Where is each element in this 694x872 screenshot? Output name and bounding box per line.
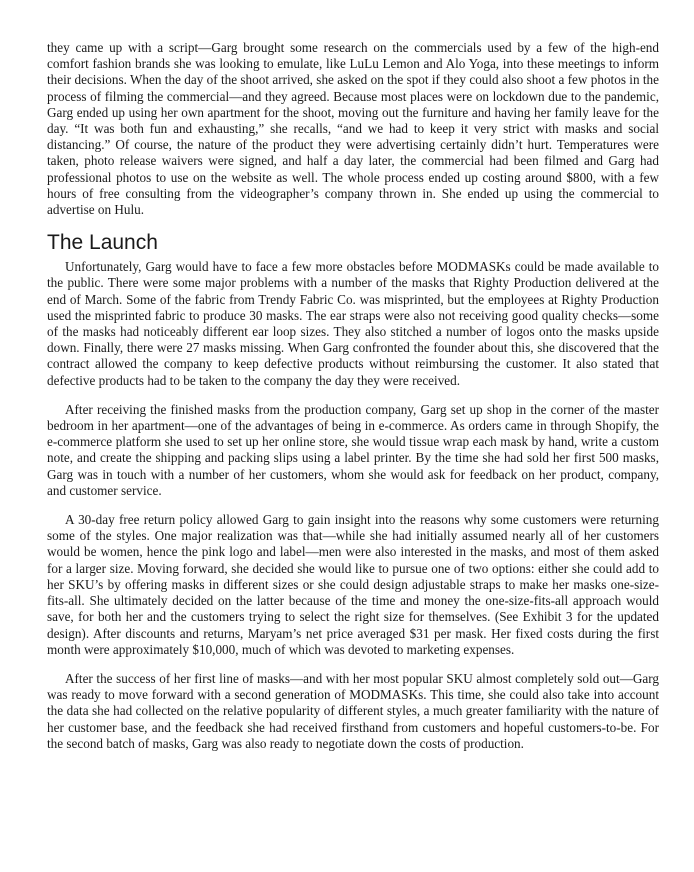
paragraph-setup-shop: After receiving the finished masks from the production company, Garg set up shop in the corner of the master bedroom in her apartment—one of the advantages of being in e-commerce. As orders came in through Shopify, the e-commerce platform she used to set up her online store, she would tissue wrap each mask by hand, write a custom note, and create the shipping and packing slips using a label printer. By the time she had sold her first 500 masks, Garg was in touch with a number of her customers, whom she would ask for feedback on her product, company, and customer service. <box>47 401 659 498</box>
paragraph-intro: they came up with a script—Garg brought some research on the commercials used by a few of the high-end comfort fashion brands she was looking to emulate, like LuLu Lemon and Alo Yoga, into these meetings to inform their decisions. When the day of the shoot arrived, she asked on the spot if they could also shoot a few photos in the process of filming the commercial—and they agreed. Because most places were on lockdown due to the pandemic, Garg ended up using her own apartment for the shoot, moving out the furniture and having her family leave for the day. “It was both fun and exhausting,” she recalls, “and we had to keep it very strict with masks and social distancing.” Of course, the nature of the product they were advertising certainly didn’t hurt. Temperatures were taken, photo release waivers were signed, and half a day later, the commercial had been filmed and Garg had professional photos to use on the website as well. The whole process ended up costing around $800, with a few hours of free consulting from the videographer’s company thrown in. She ended up using the commercial to advertise on Hulu. <box>47 40 659 218</box>
document-page <box>47 40 659 752</box>
paragraph-return-policy: A 30-day free return policy allowed Garg to gain insight into the reasons why some customers were returning some of the styles. One major realization was that—while she had initially assumed nearly all of her customers would be women, hence the pink logo and label—men were also interested in the masks, and most of them asked for a larger size. Moving forward, she decided she would like to pursue one of two options: either she could add to her SKU’s by offering masks in different sizes or she could design adjustable straps to make her masks one-size-fits-all. She ultimately decided on the latter because of the time and money the one-size-fits-all approach would save, for both her and the customers trying to select the right size for themselves. (See Exhibit 3 for the updated design). After discounts and returns, Maryam’s net price averaged $31 per mask. Her fixed costs during the first month were approximately $10,000, much of which was devoted to marketing expenses. <box>47 512 659 657</box>
section-heading-the-launch: The Launch <box>47 231 158 255</box>
paragraph-second-generation: After the success of her first line of masks—and with her most popular SKU almost completely sold out—Garg was ready to move forward with a second generation of MODMASKs. This time, she could also take into account the data she had collected on the relative popularity of different styles, a much greater familiarity with the nature of her customer base, and the feedback she had received firsthand from customers and hopeful customers-to-be. For the second batch of masks, Garg was also ready to negotiate down the costs of production. <box>47 670 659 751</box>
paragraph-obstacles: Unfortunately, Garg would have to face a few more obstacles before MODMASKs could be made available to the public. There were some major problems with a number of the masks that Righty Production delivered at the end of March. Some of the fabric from Trendy Fabric Co. was misprinted, but the employees at Righty Production used the misprinted fabric to produce 30 masks. The ear straps were also not receiving good quality checks—some of the masks had noticeably different ear loop sizes. They also stitched a number of logos onto the masks upside down. Finally, there were 27 masks missing. When Garg confronted the founder about this, she discovered that the contract allowed the company to keep defective products without reimbursing the customer. It also stated that defective products had to be taken to the company the day they were received. <box>47 259 659 388</box>
